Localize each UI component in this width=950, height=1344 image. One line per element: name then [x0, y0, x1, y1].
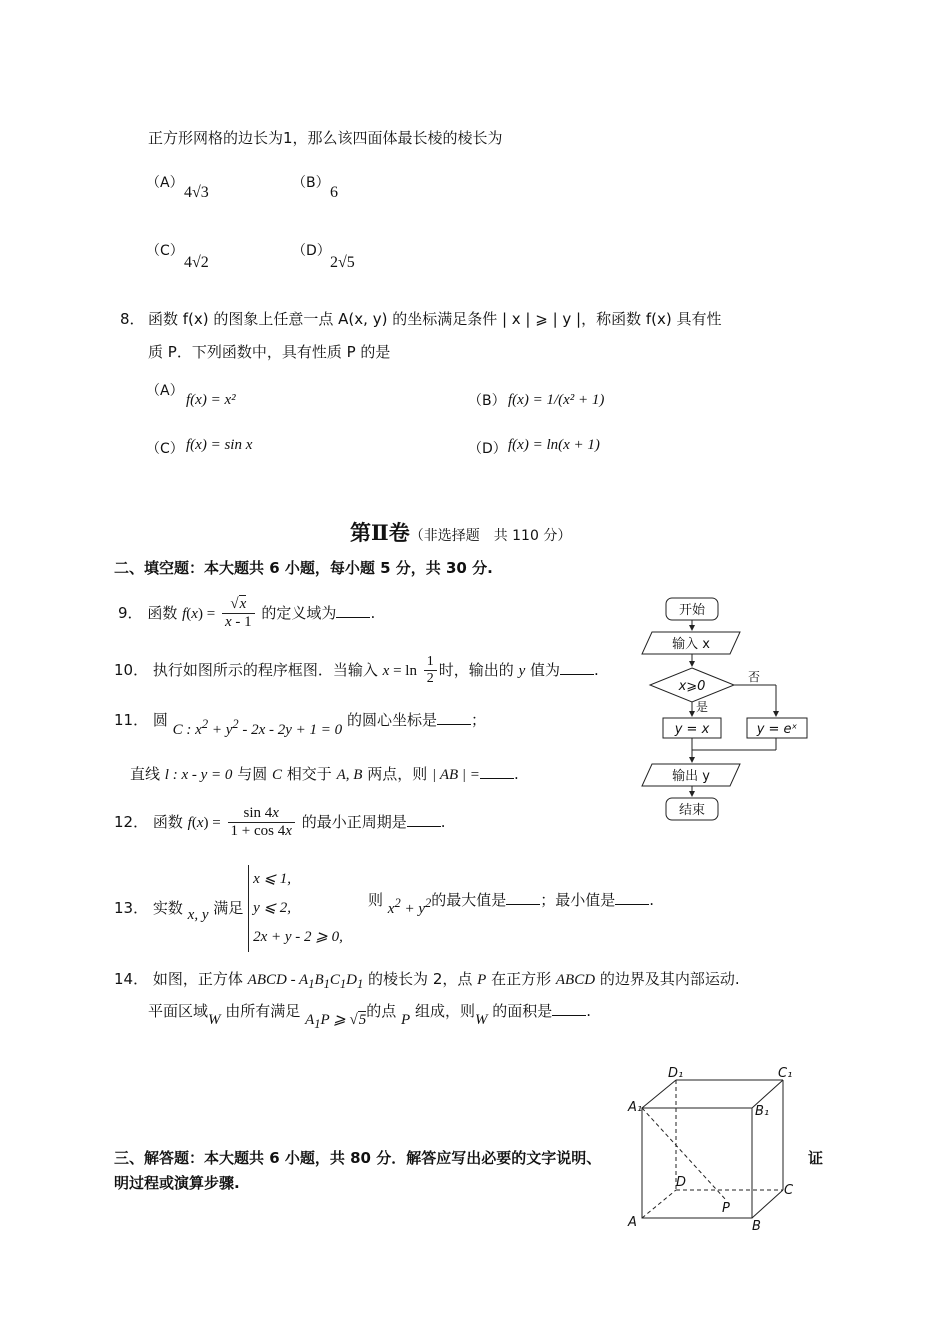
cube-label-p: P [722, 1201, 730, 1216]
q11: 11． 圆 C : $x^2 + y^2 - 2x - 2y + 1 = 0$ 的圆心坐标是 ； [114, 711, 486, 738]
cube-label-a: A [628, 1215, 637, 1230]
section3-line2: 明过程或演算步骤. [114, 1174, 240, 1192]
q11-line2-pre: 直线 [130, 765, 161, 783]
section3-line1: 三、解答题：本大题共 6 小题，共 80 分．解答应写出必要的文字说明、 [114, 1149, 602, 1167]
q13-mid: 满足 [213, 899, 244, 917]
q9-end: . [370, 604, 376, 622]
flowchart-input-text: 输入 x [672, 637, 710, 652]
q13: 13． 实数 x, y 满足 x ⩽ 1, y ⩽ 2, 2x + y - 2 ⩾ 0, [114, 865, 348, 952]
part2-subtitle: （非选择题 共 110 分） [409, 528, 572, 544]
q13-tail: 则 $x^2 + y^2$的最大值是 ；最小值是 . [368, 891, 655, 917]
q10-fraction: $\frac{1}{2}$ [424, 654, 437, 687]
q12-pre: 函数 [152, 813, 183, 831]
q12-end: . [440, 813, 446, 831]
flowchart-output-text: 输出 y [672, 769, 710, 784]
q12-post: 的最小正周期是 [301, 813, 407, 831]
cube-figure [620, 1060, 810, 1235]
q8-option-d-value: f(x) = ln(x + 1) [508, 437, 600, 453]
q7-option-d-value: 2√5 [330, 254, 355, 271]
cube-label-c1: C₁ [778, 1066, 793, 1081]
q11-pre: 圆 [152, 711, 168, 729]
q9-blank [336, 603, 370, 618]
q10-end: . [594, 661, 599, 679]
q11-line2-mid3: 两点，则 [367, 765, 428, 783]
q8-option-c-label: （C） [146, 441, 184, 457]
q7-option-d-label: （D） [292, 243, 331, 259]
q14-line2-mid3: 组成，则 [414, 1002, 475, 1020]
q13-number: 13． [114, 899, 149, 917]
section2-header: 二、填空题：本大题共 6 小题，每小题 5 分，共 30 分. [114, 559, 493, 577]
q13-post: 的最大值是 [431, 891, 507, 909]
q10-number: 10． [114, 661, 149, 679]
q8-option-a-value: f(x) = x² [186, 392, 236, 408]
q13-sep: ；最小值是 [540, 891, 616, 909]
q13-then: 则 [368, 891, 384, 909]
cube-label-d: D [676, 1175, 687, 1190]
part2-title: 第Ⅱ卷 [350, 520, 410, 545]
cube-label-c: C [784, 1183, 794, 1198]
flowchart [630, 590, 820, 830]
flowchart-yes-box-text: y = x [674, 722, 710, 737]
flowchart-end-text: 结束 [678, 803, 706, 818]
q13-blank-max [506, 890, 540, 905]
section3-line1-tail: 证 [808, 1149, 824, 1167]
q7-option-b-label: （B） [292, 175, 330, 191]
q9-pre: 函数 [147, 604, 178, 622]
q11-blank-2 [480, 764, 514, 779]
q11-line2-mid2: 相交于 [286, 765, 332, 783]
q7-stem: 正方形网格的边长为1，那么该四面体最长棱的棱长为 [148, 129, 503, 147]
q11-line2: 直线 l : x - y = 0 与圆 C 相交于 A, B 两点，则 | AB | = . [130, 765, 519, 783]
cube-label-d1: D₁ [668, 1066, 684, 1081]
q10: 10． 执行如图所示的程序框图．当输入 x = ln $\frac{1}{2}$ 时，输出的 y 值为 . [114, 653, 599, 686]
q7-option-b-value: 6 [330, 184, 338, 201]
q14-line1-post: 的边界及其内部运动. [599, 970, 740, 988]
q14-number: 14． [114, 970, 149, 988]
cube-label-a1: A₁ [628, 1100, 643, 1115]
q12: 12． 函数 f(x) = $\frac{\sin 4x}{1 + \cos 4x}$ 的最小正周期是 . [114, 804, 446, 839]
q14-end: . [586, 1002, 592, 1020]
q14-line1: 14． 如图，正方体 ABCD - $A_1B_1C_1D_1$ 的棱长为 2，点 P 在正方形 ABCD 的边界及其内部运动. [114, 970, 740, 991]
q9-number: 9． [118, 604, 143, 622]
cube-front-face [642, 1108, 752, 1218]
q11-line2-mid1: 与圆 [237, 765, 268, 783]
q14-line1-mid: 的棱长为 2，点 [368, 970, 473, 988]
flowchart-start-text: 开始 [678, 603, 706, 618]
q14-line2-pre: 平面区域 [148, 1002, 209, 1020]
q8-number: 8． [120, 310, 145, 328]
q13-system: x ⩽ 1, y ⩽ 2, 2x + y - 2 ⩾ 0, [248, 865, 343, 952]
q11-number: 11． [114, 711, 149, 729]
q13-blank-min [615, 890, 649, 905]
q14-blank [552, 1001, 586, 1016]
q7-option-c-label: （C） [146, 243, 184, 259]
q7-option-a-label: （A） [146, 175, 184, 191]
cube-label-b1: B₁ [755, 1104, 770, 1119]
q14-line1-pre: 如图，正方体 [152, 970, 243, 988]
q12-blank [407, 812, 441, 827]
q9-fraction: $\frac{√x}{x - 1}$ [222, 596, 255, 632]
q8-option-d-label: （D） [468, 441, 507, 457]
q7-option-c-value: 4√2 [184, 254, 209, 271]
q8-option-a-label: （A） [146, 383, 184, 399]
part2-heading [350, 517, 571, 547]
q11-post: 的圆心坐标是 [346, 711, 437, 729]
cube-label-b: B [752, 1219, 761, 1234]
q8-option-b-value: f(x) = 1/(x² + 1) [508, 392, 605, 408]
flowchart-condition-text: x⩾0 [678, 679, 706, 694]
q9: 9． 函数 f(x) = $\frac{√x}{x - 1}$ 的定义域为 . [118, 595, 376, 630]
q11-end: ； [470, 711, 486, 729]
q13-pre: 实数 [152, 899, 183, 917]
flowchart-no-box-text: y = eˣ [756, 722, 798, 737]
q14-line2: 平面区域W 由所有满足 $A_1P$ ⩾ √5的点 P 组成，则W 的面积是 . [148, 1002, 592, 1031]
q14-line2-mid: 由所有满足 [225, 1002, 301, 1020]
q10-blank [560, 660, 594, 675]
q14-line1-mid2: 在正方形 [491, 970, 552, 988]
q13-end: . [649, 891, 655, 909]
flowchart-no-label: 否 [747, 670, 761, 684]
q10-pre: 执行如图所示的程序框图．当输入 [152, 661, 378, 679]
q11-line2-end: . [513, 765, 519, 783]
q12-fraction: $\frac{\sin 4x}{1 + \cos 4x}$ [228, 805, 295, 841]
q10-mid: 时，输出的 [438, 661, 514, 679]
flowchart-yes-label: 是 [695, 700, 709, 714]
q9-post: 的定义域为 [261, 604, 337, 622]
q8-option-c-value: f(x) = sin x [186, 437, 253, 453]
q8-line1: 函数 f(x) 的图象上任意一点 A(x, y) 的坐标满足条件 | x | ⩾ | y |，称函数 f(x) 具有性 [148, 310, 722, 328]
q8-line2: 质 P．下列函数中，具有性质 P 的是 [148, 343, 391, 361]
q14-line2-mid2: 的点 [366, 1002, 397, 1020]
q7-option-a-value: 4√3 [184, 184, 209, 201]
q12-number: 12． [114, 813, 149, 831]
q10-post: 值为 [530, 661, 561, 679]
q8-option-b-label: （B） [468, 393, 506, 409]
q14-line2-post: 的面积是 [492, 1002, 553, 1020]
q11-blank-1 [437, 710, 471, 725]
